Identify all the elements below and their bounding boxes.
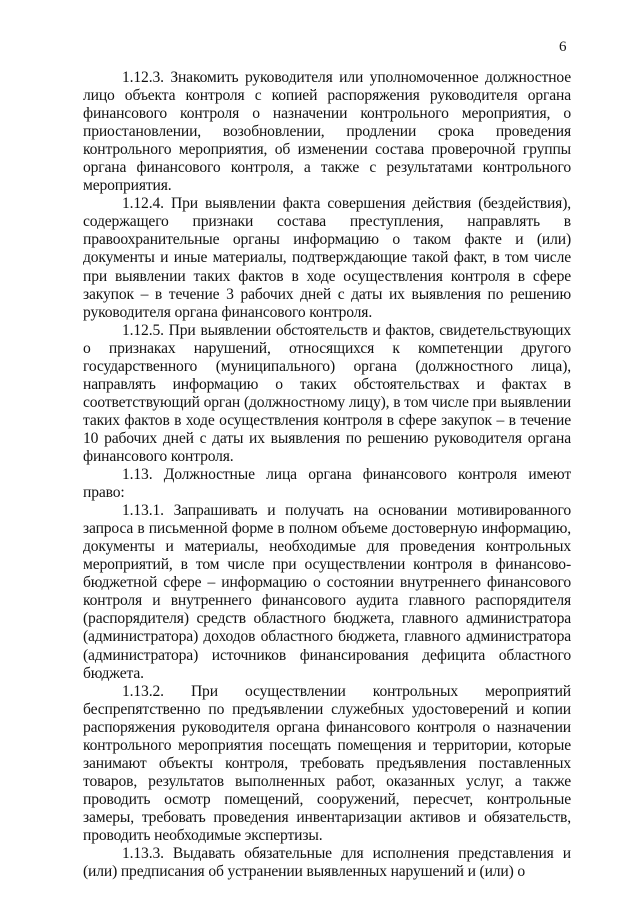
paragraph-1-12-5: 1.12.5. При выявлении обстоятельств и фактов, свидетельствующих о признаках нарушений, относящихся к компетенции другого государственного (муниципального) органа (должностного лица), направлять информацию о таких обстоятельствах и фактах в соответствующий орган (должностному лицу), в том числе при выявлении таких фактов в ходе осуществления контроля в сфере закупок – в течение 10 рабочих дней с даты их выявления по решению руководителя органа финансового контроля. — [83, 321, 571, 465]
paragraph-1-12-3: 1.12.3. Знакомить руководителя или уполномоченное должностное лицо объекта контроля с копией распоряжения руководителя органа финансового контроля о назначении контрольного мероприятия, о приостановлении, возобновлении, продлении срока проведения контрольного мероприятия, об изменении состава проверочной группы органа финансового контроля, а также с результатами контрольного мероприятия. — [83, 69, 571, 195]
paragraph-1-13-2: 1.13.2. При осуществлении контрольных мероприятий беспрепятственно по предъявлении служебных удостоверений и копии распоряжения руководителя органа финансового контроля о назначении контрольного мероприятия посещать помещения и территории, которые занимают объекты контроля, требовать предъявления поставленных товаров, результатов выполненных работ, оказанных услуг, а также проводить осмотр помещений, сооружений, пересчет, контрольные замеры, требовать проведения инвентаризации активов и обязательств, проводить необходимые экспертизы. — [83, 682, 571, 844]
paragraph-1-13: 1.13. Должностные лица органа финансового контроля имеют право: — [83, 466, 571, 502]
page-number: 6 — [559, 39, 567, 55]
paragraph-1-13-1: 1.13.1. Запрашивать и получать на основании мотивированного запроса в письменной форме в полном объеме достоверную информацию, документы и материалы, необходимые для проведения контрольных мероприятий, в том числе при осуществлении контроля в финансово-бюджетной сфере – информацию о состоянии внутреннего финансового контроля и внутреннего финансового аудита главного распорядителя (распорядителя) средств областного бюджета, главного администратора (администратора) доходов областного бюджета, главного администратора (администратора) источников финансирования дефицита областного бюджета. — [83, 502, 571, 682]
paragraph-1-13-3: 1.13.3. Выдавать обязательные для исполнения представления и (или) предписания об устранении выявленных нарушений и (или) о — [83, 845, 571, 881]
paragraph-1-12-4: 1.12.4. При выявлении факта совершения действия (бездействия), содержащего признаки состава преступления, направлять в правоохранительные органы информацию о таком факте и (или) документы и иные материалы, подтверждающие такой факт, в том числе при выявлении таких фактов в ходе осуществления контроля в сфере закупок – в течение 3 рабочих дней с даты их выявления по решению руководителя органа финансового контроля. — [83, 195, 571, 321]
document-body — [83, 69, 571, 881]
